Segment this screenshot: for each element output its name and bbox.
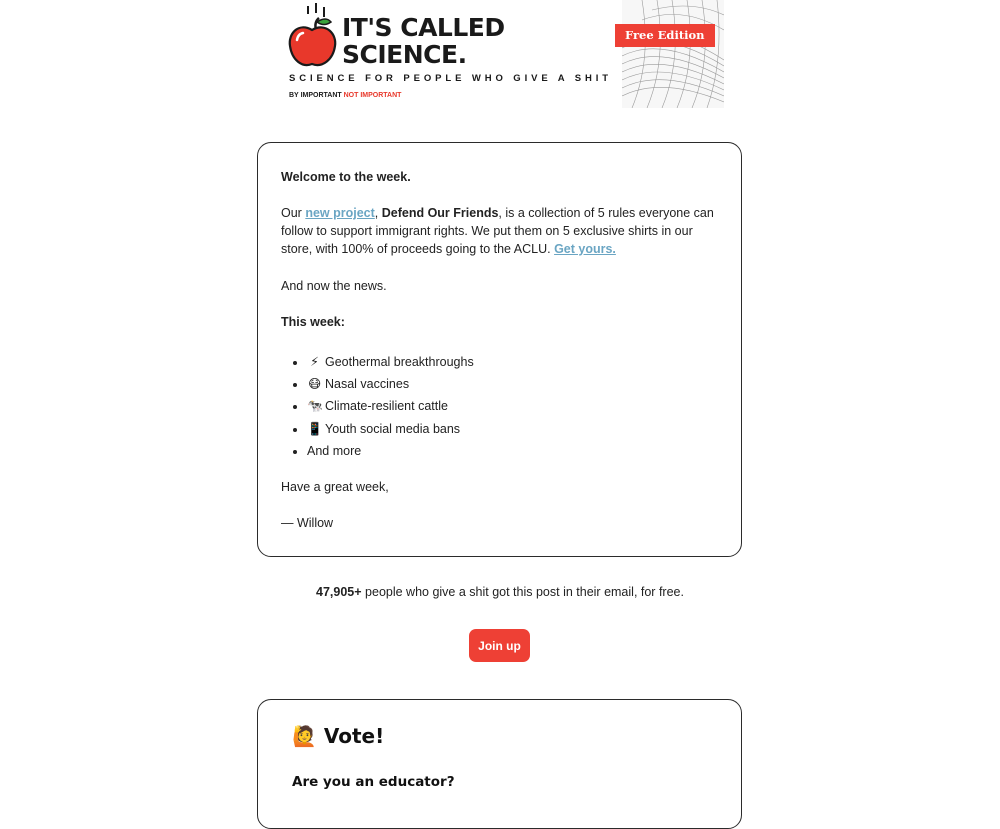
phone-icon: 📱 [307,421,323,436]
get-yours-link[interactable]: Get yours. [554,242,616,256]
post-card [257,142,742,557]
cow-icon: 🐄 [307,399,323,414]
free-edition-badge: Free Edition [615,24,715,47]
byline-prefix: BY [289,92,299,99]
intro-separator: , [374,206,382,220]
list-item [307,442,474,464]
byline-important: IMPORTANT [300,92,342,99]
topic-label: Geothermal breakthroughs [325,355,474,369]
face-icon: 😷 [307,377,322,392]
vote-card [257,699,742,829]
brand-title-line-2: SCIENCE. [342,40,467,69]
lightning-icon: ⚡ [310,355,319,369]
publisher-byline [289,92,401,99]
brand-title [342,14,505,68]
subscriber-count: 47,905+ [316,585,362,599]
vote-question: Are you an educator? [292,774,455,790]
list-item [307,375,474,397]
raising-hand-icon: 🙋 [292,724,317,748]
subscriber-text: people who give a shit got this post in their email, for free. [361,585,684,599]
byline-not-important: NOT IMPORTANT [343,92,402,99]
subscriber-count-line [0,585,1000,599]
post-signoff: Have a great week, [281,480,389,494]
apple-logo-icon [286,0,338,70]
new-project-link[interactable]: new project [305,206,375,220]
brand-tagline: SCIENCE FOR PEOPLE WHO GIVE A SHIT [289,73,612,84]
topic-label: And more [307,443,362,458]
post-greeting: Welcome to the week. [281,170,411,184]
topics-list [281,353,474,464]
mesh-graphic-icon [622,0,724,108]
this-week-heading: This week: [281,315,345,329]
intro-body: , is a collection of 5 rules everyone can follow to support immigrant rights. We put them on 5 exclusive shirts in our store, with 100% of proceeds going to the ACLU. [281,206,714,256]
intro-prefix: Our [281,206,306,220]
vote-title [292,724,384,748]
newsletter-banner [282,0,727,110]
vote-title-text: Vote! [323,724,385,748]
news-line: And now the news. [281,279,387,293]
topic-label: Youth social media bans [325,421,461,436]
join-up-button[interactable]: Join up [469,629,530,662]
list-item [307,397,474,419]
topic-label: Climate-resilient cattle [325,399,448,414]
project-name: Defend Our Friends [381,206,499,220]
topic-label: Nasal vaccines [325,377,410,392]
list-item [307,353,474,375]
post-signature: — Willow [281,516,334,530]
brand-title-line-1: IT'S CALLED [342,13,505,42]
post-intro [281,204,721,258]
list-item [307,420,474,442]
